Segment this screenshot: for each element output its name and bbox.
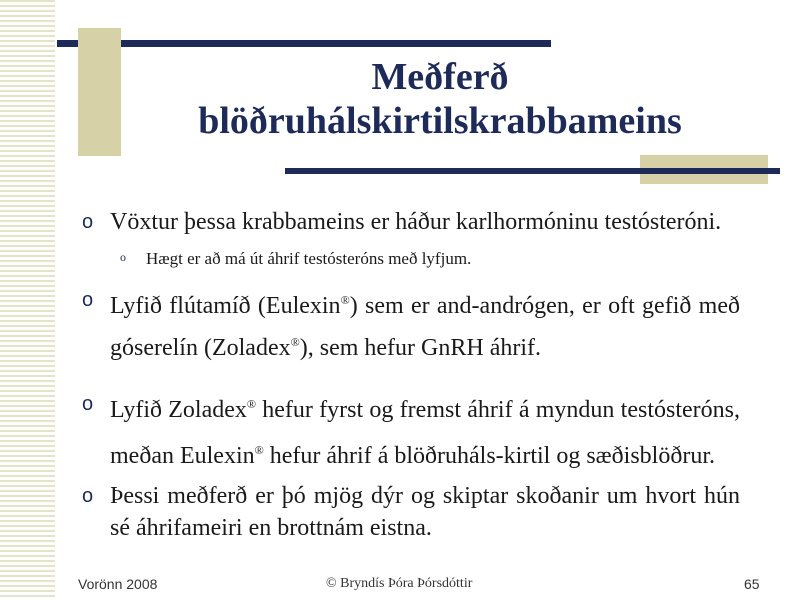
registered-mark: ® (340, 293, 350, 307)
bullet-2-text-a: Lyfið flútamíð (Eulexin (110, 293, 341, 319)
registered-mark: ® (290, 335, 300, 349)
striped-margin (0, 0, 55, 600)
slide-title (120, 55, 760, 143)
bullet-marker: o (82, 211, 94, 233)
bullet-3 (78, 384, 740, 476)
bullet-4 (78, 480, 740, 544)
sub-bullet-1-text: Hægt er að má út áhrif testósteróns með lyfjum. (146, 249, 472, 268)
bullet-3-text-b: hefur fyrst og fremst áhrif á myndun testósteróns, meðan Eulexin (110, 397, 740, 469)
bullet-1 (78, 206, 740, 238)
sub-bullet-marker: o (120, 250, 126, 264)
bullet-2-text-c: ), sem hefur GnRH áhrif. (299, 335, 541, 361)
sub-bullet-1 (78, 246, 740, 272)
registered-mark: ® (246, 397, 257, 411)
footer-left: Vorönn 2008 (78, 576, 158, 592)
page-number: 65 (744, 576, 760, 592)
bullet-2 (78, 282, 740, 366)
bullet-3-text-a: Lyfið Zoladex (110, 397, 247, 423)
bullet-1-text: Vöxtur þessa krabbameins er háður karlhormóninu testósteróni. (110, 209, 722, 235)
bullet-list (78, 206, 740, 544)
decor-bottom-bar (285, 168, 780, 174)
decor-top-bar (57, 40, 551, 47)
bullet-2-text-b: ) sem er and-andrógen, er oft gefið með góserelín (Zoladex (110, 293, 740, 361)
footer-center: © Bryndís Þóra Þórsdóttir (326, 576, 473, 591)
bullet-marker: o (82, 485, 94, 507)
bullet-4-text: Þessi meðferð er þó mjög dýr og skiptar skoðanir um hvort hún sé áhrifameiri en brottnám eistna. (110, 483, 740, 541)
registered-mark: ® (254, 443, 264, 457)
title-line-1: Meðferð (371, 56, 509, 98)
title-line-2: blöðruhálskirtilskrabbameins (198, 100, 682, 142)
bullet-marker: o (82, 289, 94, 311)
decor-beige-block-left (78, 28, 121, 156)
bullet-marker: o (82, 393, 94, 415)
bullet-3-text-c: hefur áhrif á blöðruháls-kirtil og sæðisblöðrur. (263, 443, 716, 469)
